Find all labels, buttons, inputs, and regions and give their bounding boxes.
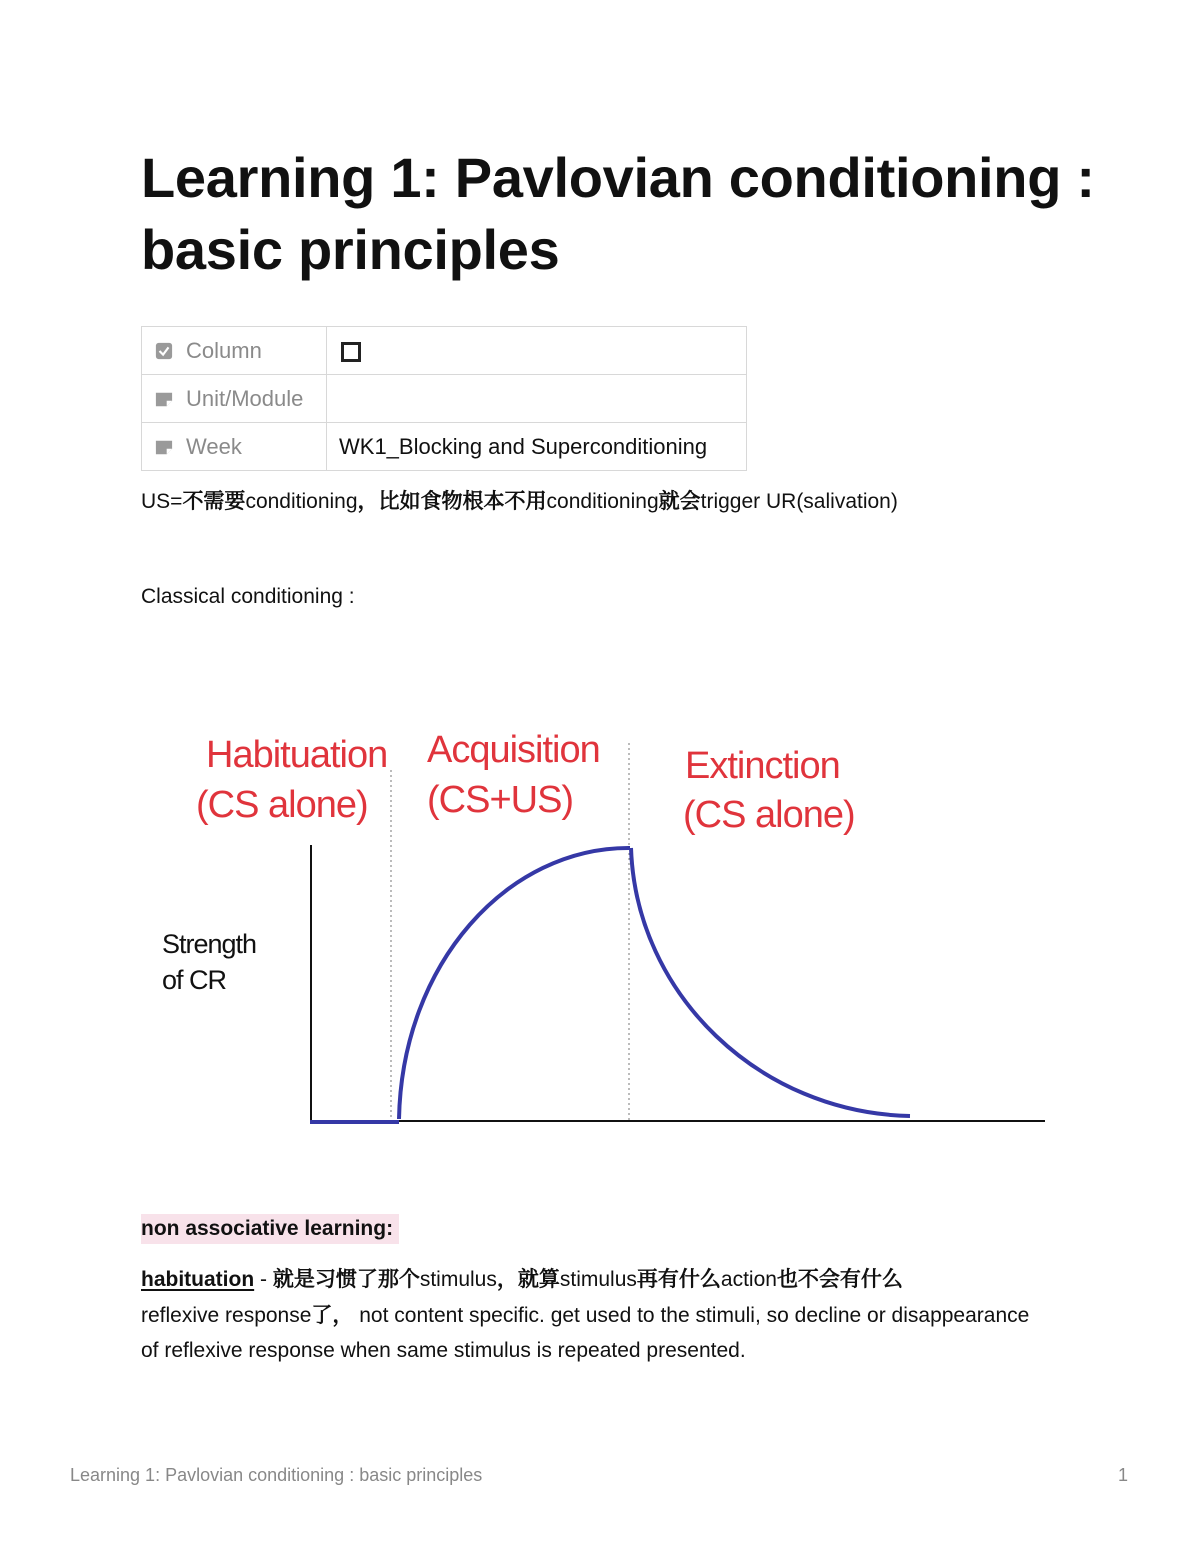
us-note-part: ，比如食物根本不用: [357, 490, 547, 513]
property-row-column: [142, 327, 747, 375]
para-part: -: [254, 1268, 273, 1291]
checkbox-property-icon: [154, 342, 174, 360]
y-axis-label-line2: of CR: [162, 965, 227, 995]
property-name-cell: [142, 375, 327, 423]
footer-page-number: 1: [1117, 1465, 1128, 1485]
footer-title: Learning 1: Pavlovian conditioning : basic principles: [70, 1465, 483, 1485]
section-heading-non-associative: non associative learning:: [141, 1214, 399, 1244]
property-label-unit-module: Unit/Module: [186, 385, 304, 411]
habituation-term: habituation: [141, 1268, 255, 1291]
para-part: not content specific. get used to the stimuli, so decline or disappearance of reflexive response when same stimulus is repeated presented.: [141, 1303, 1030, 1362]
para-part: 了，: [311, 1303, 354, 1327]
para-part: action: [720, 1268, 777, 1291]
us-note: [141, 488, 898, 516]
phase-title-extinction: Extinction: [685, 745, 840, 787]
phase-subtitle-acquisition: (CS+US): [427, 779, 574, 821]
phase-subtitle-habituation: (CS alone): [196, 784, 368, 826]
para-part: 就是习惯了那个: [272, 1268, 420, 1291]
property-row-unit-module: [142, 375, 747, 423]
phase-title-acquisition: Acquisition: [427, 729, 600, 771]
property-name-cell: [142, 327, 327, 375]
column-checkbox[interactable]: [341, 342, 361, 362]
property-value-column[interactable]: [327, 327, 747, 375]
properties-table: [141, 326, 747, 471]
property-label-column: Column: [186, 337, 262, 363]
text-property-icon: [154, 438, 174, 456]
para-part: 也不会有什么: [776, 1268, 903, 1291]
us-note-part: 不需要: [182, 490, 246, 513]
us-note-part: conditioning: [245, 490, 358, 513]
us-note-part: conditioning: [546, 490, 659, 513]
para-part: reflexive response: [141, 1303, 312, 1327]
property-label-week: Week: [186, 433, 242, 459]
property-value-unit-module[interactable]: [327, 375, 747, 423]
para-part: stimulus: [559, 1268, 637, 1291]
y-axis-label-line1: Strength: [162, 929, 257, 959]
us-note-part: US=: [141, 490, 183, 513]
conditioning-chart: [140, 715, 1060, 1155]
us-note-part: 就会: [658, 490, 701, 513]
property-name-cell: [142, 423, 327, 471]
para-part: ，就算: [496, 1268, 560, 1291]
page-title: Learning 1: Pavlovian conditioning : basic principles: [141, 146, 1095, 281]
para-part: stimulus: [419, 1268, 497, 1291]
phase-title-habituation: Habituation: [206, 734, 388, 776]
extinction-curve: [631, 848, 910, 1116]
us-note-part: trigger UR(salivation): [700, 490, 898, 513]
habituation-paragraph: [141, 1262, 1041, 1369]
classical-conditioning-label: Classical conditioning :: [141, 585, 355, 608]
property-value-week[interactable]: WK1_Blocking and Superconditioning: [327, 423, 747, 471]
property-row-week: [142, 423, 747, 471]
text-property-icon: [154, 390, 174, 408]
acquisition-curve: [399, 848, 630, 1119]
para-part: 再有什么: [636, 1268, 721, 1291]
phase-subtitle-extinction: (CS alone): [683, 794, 855, 836]
